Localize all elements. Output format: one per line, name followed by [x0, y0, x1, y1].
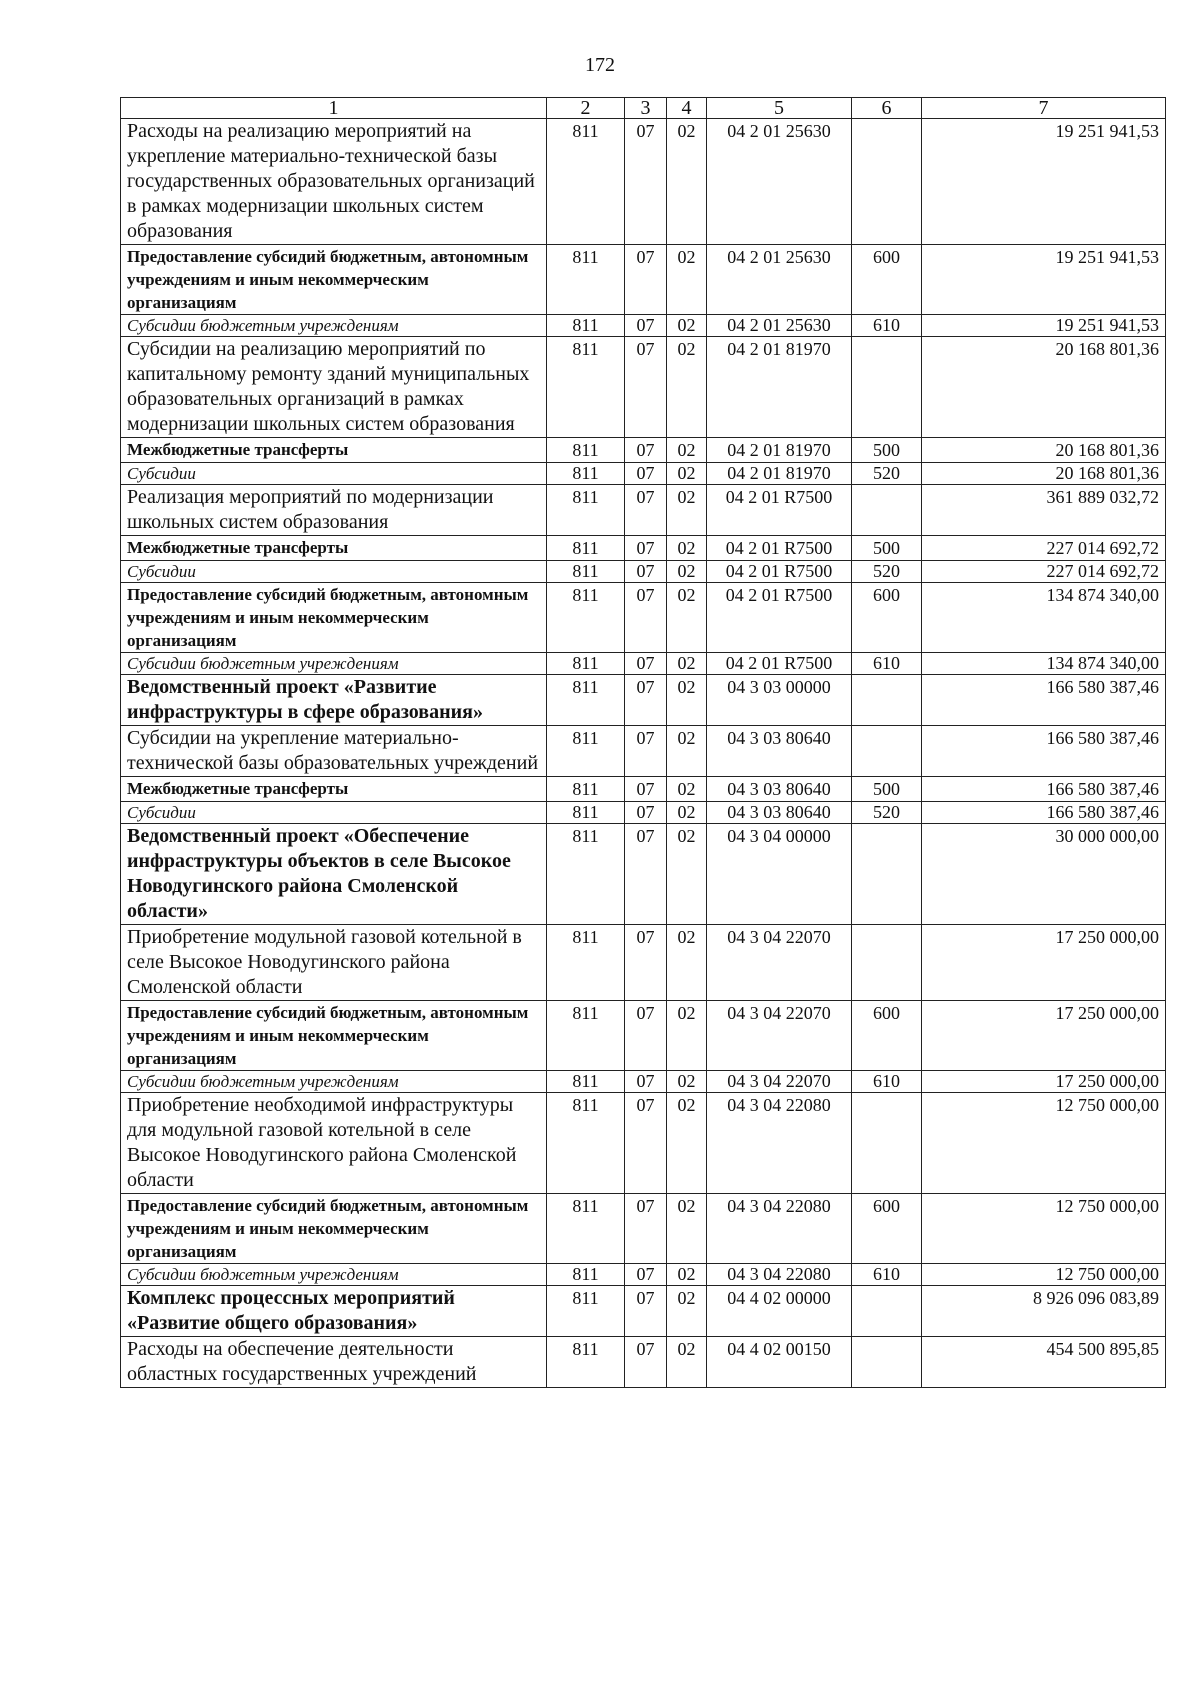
table-row [121, 536, 1166, 561]
table-row [121, 675, 1166, 726]
row-description: Предоставление субсидий бюджетным, автономным учреждениям и иным некоммерческим организациям [121, 1001, 547, 1071]
section-code: 07 [625, 726, 667, 777]
table-row [121, 653, 1166, 675]
amount: 166 580 387,46 [922, 777, 1166, 802]
table-row [121, 802, 1166, 824]
target-article-code: 04 2 01 R7500 [707, 583, 852, 653]
table-row [121, 485, 1166, 536]
table-row [121, 824, 1166, 925]
expense-type-code: 520 [852, 561, 922, 583]
subsection-code: 02 [667, 561, 707, 583]
column-header: 5 [707, 98, 852, 119]
table-row [121, 337, 1166, 438]
target-article-code: 04 2 01 R7500 [707, 653, 852, 675]
expense-type-code [852, 337, 922, 438]
target-article-code: 04 3 04 22070 [707, 1001, 852, 1071]
section-code: 07 [625, 245, 667, 315]
expense-type-code: 520 [852, 802, 922, 824]
expense-type-code: 600 [852, 1194, 922, 1264]
table-row [121, 561, 1166, 583]
budget-table [120, 97, 1166, 1388]
amount: 166 580 387,46 [922, 675, 1166, 726]
row-description: Субсидии бюджетным учреждениям [121, 1264, 547, 1286]
table-row [121, 1071, 1166, 1093]
ministry-code: 811 [547, 777, 625, 802]
amount: 17 250 000,00 [922, 925, 1166, 1001]
row-description: Предоставление субсидий бюджетным, автономным учреждениям и иным некоммерческим организациям [121, 583, 547, 653]
amount: 12 750 000,00 [922, 1194, 1166, 1264]
target-article-code: 04 2 01 81970 [707, 438, 852, 463]
row-description: Ведомственный проект «Обеспечение инфраструктуры объектов в селе Высокое Новодугинского района Смоленской области» [121, 824, 547, 925]
target-article-code: 04 2 01 R7500 [707, 485, 852, 536]
expense-type-code: 610 [852, 1071, 922, 1093]
table-row [121, 315, 1166, 337]
target-article-code: 04 3 03 00000 [707, 675, 852, 726]
amount: 12 750 000,00 [922, 1264, 1166, 1286]
amount: 227 014 692,72 [922, 561, 1166, 583]
table-row [121, 1264, 1166, 1286]
target-article-code: 04 4 02 00000 [707, 1286, 852, 1337]
amount: 19 251 941,53 [922, 315, 1166, 337]
ministry-code: 811 [547, 119, 625, 245]
expense-type-code [852, 925, 922, 1001]
column-header: 6 [852, 98, 922, 119]
amount: 19 251 941,53 [922, 245, 1166, 315]
subsection-code: 02 [667, 1194, 707, 1264]
section-code: 07 [625, 824, 667, 925]
ministry-code: 811 [547, 463, 625, 485]
section-code: 07 [625, 1264, 667, 1286]
expense-type-code: 600 [852, 245, 922, 315]
expense-type-code: 500 [852, 438, 922, 463]
table-row [121, 119, 1166, 245]
table-row [121, 1194, 1166, 1264]
amount: 134 874 340,00 [922, 583, 1166, 653]
section-code: 07 [625, 777, 667, 802]
table-row [121, 245, 1166, 315]
subsection-code: 02 [667, 726, 707, 777]
section-code: 07 [625, 315, 667, 337]
expense-type-code [852, 726, 922, 777]
ministry-code: 811 [547, 1093, 625, 1194]
target-article-code: 04 4 02 00150 [707, 1337, 852, 1388]
row-description: Приобретение модульной газовой котельной в селе Высокое Новодугинского района Смоленской области [121, 925, 547, 1001]
target-article-code: 04 2 01 R7500 [707, 561, 852, 583]
table-row [121, 1337, 1166, 1388]
amount: 12 750 000,00 [922, 1093, 1166, 1194]
amount: 17 250 000,00 [922, 1071, 1166, 1093]
ministry-code: 811 [547, 438, 625, 463]
section-code: 07 [625, 653, 667, 675]
ministry-code: 811 [547, 653, 625, 675]
subsection-code: 02 [667, 1093, 707, 1194]
table-row [121, 1286, 1166, 1337]
ministry-code: 811 [547, 485, 625, 536]
section-code: 07 [625, 438, 667, 463]
ministry-code: 811 [547, 675, 625, 726]
ministry-code: 811 [547, 245, 625, 315]
amount: 166 580 387,46 [922, 726, 1166, 777]
target-article-code: 04 3 04 22080 [707, 1194, 852, 1264]
row-description: Межбюджетные трансферты [121, 777, 547, 802]
section-code: 07 [625, 925, 667, 1001]
subsection-code: 02 [667, 337, 707, 438]
target-article-code: 04 2 01 81970 [707, 337, 852, 438]
table-row [121, 463, 1166, 485]
expense-type-code [852, 485, 922, 536]
target-article-code: 04 2 01 25630 [707, 119, 852, 245]
section-code: 07 [625, 1194, 667, 1264]
ministry-code: 811 [547, 1286, 625, 1337]
expense-type-code: 610 [852, 315, 922, 337]
target-article-code: 04 3 03 80640 [707, 802, 852, 824]
section-code: 07 [625, 561, 667, 583]
table-row [121, 1001, 1166, 1071]
ministry-code: 811 [547, 802, 625, 824]
target-article-code: 04 2 01 81970 [707, 463, 852, 485]
table-row [121, 726, 1166, 777]
expense-type-code: 600 [852, 583, 922, 653]
amount: 227 014 692,72 [922, 536, 1166, 561]
amount: 454 500 895,85 [922, 1337, 1166, 1388]
amount: 30 000 000,00 [922, 824, 1166, 925]
section-code: 07 [625, 1001, 667, 1071]
subsection-code: 02 [667, 1264, 707, 1286]
amount: 19 251 941,53 [922, 119, 1166, 245]
section-code: 07 [625, 337, 667, 438]
expense-type-code [852, 1093, 922, 1194]
row-description: Приобретение необходимой инфраструктуры для модульной газовой котельной в селе Высокое Новодугинского района Смоленской области [121, 1093, 547, 1194]
subsection-code: 02 [667, 824, 707, 925]
expense-type-code [852, 1337, 922, 1388]
row-description: Расходы на обеспечение деятельности областных государственных учреждений [121, 1337, 547, 1388]
amount: 361 889 032,72 [922, 485, 1166, 536]
subsection-code: 02 [667, 536, 707, 561]
ministry-code: 811 [547, 583, 625, 653]
subsection-code: 02 [667, 675, 707, 726]
section-code: 07 [625, 485, 667, 536]
subsection-code: 02 [667, 1337, 707, 1388]
section-code: 07 [625, 536, 667, 561]
expense-type-code: 500 [852, 777, 922, 802]
column-header: 3 [625, 98, 667, 119]
row-description: Комплекс процессных мероприятий «Развитие общего образования» [121, 1286, 547, 1337]
target-article-code: 04 3 04 22080 [707, 1093, 852, 1194]
subsection-code: 02 [667, 1001, 707, 1071]
column-header: 1 [121, 98, 547, 119]
section-code: 07 [625, 1286, 667, 1337]
amount: 20 168 801,36 [922, 463, 1166, 485]
row-description: Предоставление субсидий бюджетным, автономным учреждениям и иным некоммерческим организациям [121, 245, 547, 315]
ministry-code: 811 [547, 1337, 625, 1388]
ministry-code: 811 [547, 1001, 625, 1071]
ministry-code: 811 [547, 1071, 625, 1093]
ministry-code: 811 [547, 1194, 625, 1264]
amount: 134 874 340,00 [922, 653, 1166, 675]
target-article-code: 04 2 01 R7500 [707, 536, 852, 561]
amount: 166 580 387,46 [922, 802, 1166, 824]
column-header: 7 [922, 98, 1166, 119]
ministry-code: 811 [547, 337, 625, 438]
row-description: Субсидии [121, 463, 547, 485]
row-description: Межбюджетные трансферты [121, 536, 547, 561]
row-description: Ведомственный проект «Развитие инфраструктуры в сфере образования» [121, 675, 547, 726]
expense-type-code: 500 [852, 536, 922, 561]
ministry-code: 811 [547, 561, 625, 583]
ministry-code: 811 [547, 726, 625, 777]
target-article-code: 04 3 04 22070 [707, 1071, 852, 1093]
amount: 20 168 801,36 [922, 337, 1166, 438]
subsection-code: 02 [667, 1071, 707, 1093]
section-code: 07 [625, 119, 667, 245]
section-code: 07 [625, 1071, 667, 1093]
row-description: Субсидии бюджетным учреждениям [121, 315, 547, 337]
subsection-code: 02 [667, 1286, 707, 1337]
subsection-code: 02 [667, 245, 707, 315]
amount: 17 250 000,00 [922, 1001, 1166, 1071]
subsection-code: 02 [667, 463, 707, 485]
row-description: Субсидии на укрепление материально-технической базы образовательных учреждений [121, 726, 547, 777]
row-description: Предоставление субсидий бюджетным, автономным учреждениям и иным некоммерческим организациям [121, 1194, 547, 1264]
table-row [121, 777, 1166, 802]
expense-type-code: 610 [852, 1264, 922, 1286]
expense-type-code: 600 [852, 1001, 922, 1071]
amount: 20 168 801,36 [922, 438, 1166, 463]
subsection-code: 02 [667, 777, 707, 802]
column-header: 2 [547, 98, 625, 119]
row-description: Субсидии [121, 561, 547, 583]
target-article-code: 04 3 03 80640 [707, 777, 852, 802]
section-code: 07 [625, 1093, 667, 1194]
expense-type-code [852, 119, 922, 245]
subsection-code: 02 [667, 925, 707, 1001]
expense-type-code: 520 [852, 463, 922, 485]
expense-type-code [852, 824, 922, 925]
target-article-code: 04 2 01 25630 [707, 245, 852, 315]
target-article-code: 04 3 03 80640 [707, 726, 852, 777]
target-article-code: 04 3 04 00000 [707, 824, 852, 925]
row-description: Субсидии бюджетным учреждениям [121, 1071, 547, 1093]
target-article-code: 04 3 04 22070 [707, 925, 852, 1001]
column-number-header-row [121, 98, 1166, 119]
table-row [121, 1093, 1166, 1194]
ministry-code: 811 [547, 824, 625, 925]
section-code: 07 [625, 1337, 667, 1388]
ministry-code: 811 [547, 536, 625, 561]
row-description: Расходы на реализацию мероприятий на укрепление материально-технической базы государственных образовательных организаций в рамках модернизации школьных систем образования [121, 119, 547, 245]
ministry-code: 811 [547, 925, 625, 1001]
row-description: Реализация мероприятий по модернизации школьных систем образования [121, 485, 547, 536]
ministry-code: 811 [547, 315, 625, 337]
subsection-code: 02 [667, 802, 707, 824]
table-row [121, 925, 1166, 1001]
subsection-code: 02 [667, 119, 707, 245]
page-number: 172 [585, 54, 615, 76]
subsection-code: 02 [667, 438, 707, 463]
column-header: 4 [667, 98, 707, 119]
target-article-code: 04 3 04 22080 [707, 1264, 852, 1286]
target-article-code: 04 2 01 25630 [707, 315, 852, 337]
table-row [121, 438, 1166, 463]
section-code: 07 [625, 675, 667, 726]
subsection-code: 02 [667, 485, 707, 536]
row-description: Субсидии [121, 802, 547, 824]
section-code: 07 [625, 463, 667, 485]
ministry-code: 811 [547, 1264, 625, 1286]
row-description: Субсидии бюджетным учреждениям [121, 653, 547, 675]
row-description: Субсидии на реализацию мероприятий по капитальному ремонту зданий муниципальных образовательных организаций в рамках модернизации школьных систем образования [121, 337, 547, 438]
subsection-code: 02 [667, 315, 707, 337]
amount: 8 926 096 083,89 [922, 1286, 1166, 1337]
table-body [121, 119, 1166, 1388]
subsection-code: 02 [667, 653, 707, 675]
expense-type-code [852, 675, 922, 726]
row-description: Межбюджетные трансферты [121, 438, 547, 463]
expense-type-code: 610 [852, 653, 922, 675]
section-code: 07 [625, 802, 667, 824]
expense-type-code [852, 1286, 922, 1337]
table-row [121, 583, 1166, 653]
subsection-code: 02 [667, 583, 707, 653]
section-code: 07 [625, 583, 667, 653]
